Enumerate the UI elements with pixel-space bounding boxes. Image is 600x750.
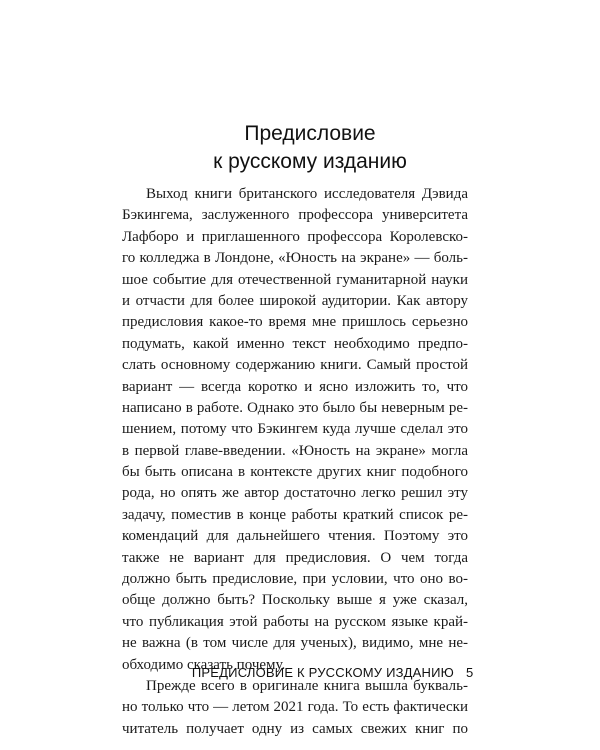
text-line: также не вариант для предисловия. О чем тогда (122, 549, 468, 566)
text-line: но только что — летом 2021 года. То есть фактически (122, 699, 468, 716)
running-head: ПРЕДИСЛОВИЕ К РУССКОМУ ИЗДАНИЮ (191, 665, 454, 680)
text-line: Выход книги британского исследователя Дэвида (146, 186, 468, 202)
chapter-title-line-2: к русскому изданию (213, 150, 407, 173)
chapter-title-line-1: Предисловие (244, 122, 376, 145)
text-line: в первой главе-введении. «Юность на экране» могла (122, 442, 468, 459)
text-line: и отчасти для более широкой аудитории. Как автору (122, 292, 468, 309)
text-line: шое событие для отечественной гуманитарной науки (122, 271, 468, 288)
text-line: Лафборо и приглашенного профессора Королевско- (122, 228, 468, 245)
text-line: бы быть описана в контексте других книг подобного (122, 464, 468, 481)
text-line: комендаций для дальнейшего чтения. Поэтому это (122, 528, 468, 545)
text-line: обходимо сказать почему. (122, 656, 286, 673)
text-line: Бэкингема, заслуженного профессора университета (122, 207, 468, 224)
text-line: что публикация этой работы на русском языке край- (122, 613, 468, 630)
text-line: предисловия какое-то время мне пришлось серьезно (122, 314, 468, 331)
text-line: читатель получает одну из самых свежих книг по (122, 720, 468, 737)
text-line: Прежде всего в оригинале книга вышла букваль- (146, 677, 468, 694)
text-line: обще должно быть? Поскольку выше я уже сказал, (122, 592, 468, 609)
text-line: подумать, какой именно текст необходимо предпо- (122, 335, 468, 352)
text-line: слать основному содержанию книги. Самый простой (122, 357, 468, 374)
text-line: шением, потому что Бэкингем куда лучше сделал это (122, 421, 468, 438)
text-line: не важна (в том числе для ученых), видимо, мне не- (122, 635, 468, 652)
text-line: должно быть предисловие, при условии, что оно во- (122, 571, 468, 588)
page-number: 5 (466, 665, 474, 680)
text-line: задачу, поместив в конце работы краткий список ре- (122, 506, 468, 523)
page-footer (0, 665, 600, 685)
chapter-title (0, 120, 600, 176)
text-line: вариант — всегда коротко и ясно изложить то, что (122, 378, 468, 395)
text-line: написано в работе. Однако это было бы неверным ре- (122, 399, 468, 416)
text-line: рода, но опять же автор достаточно легко решил эту (122, 485, 468, 502)
body-text (122, 184, 468, 740)
text-line: го колледжа в Лондоне, «Юность на экране» — боль- (122, 250, 468, 267)
